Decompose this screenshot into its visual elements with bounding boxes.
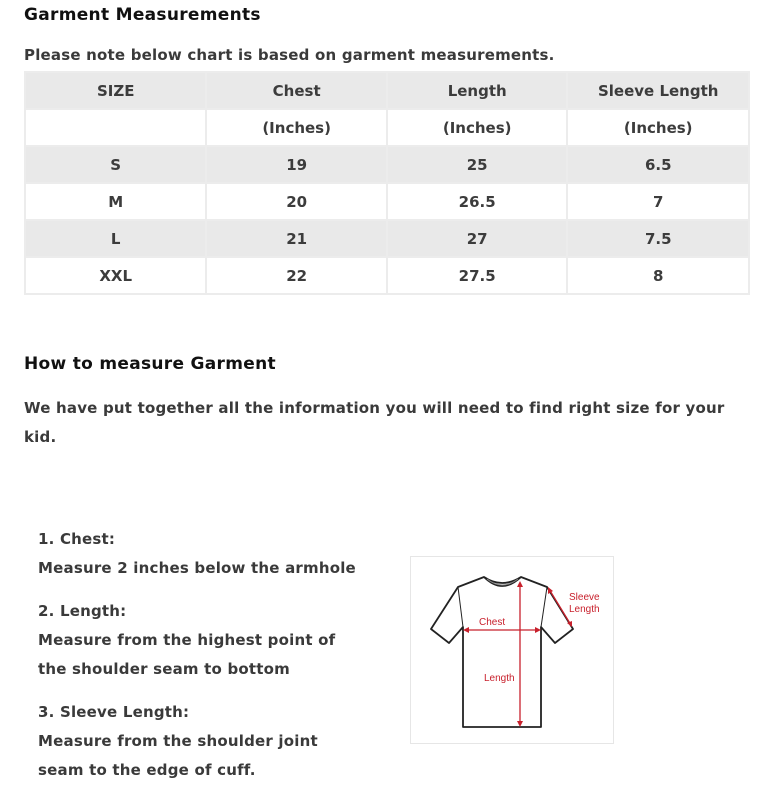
cell-size: L: [25, 220, 206, 257]
sleeve-label-line1: Sleeve: [569, 592, 600, 603]
step-sleeve-length: [38, 698, 398, 785]
table-row: [25, 220, 749, 257]
cell-chest: 20: [206, 183, 387, 220]
cell-length: 27: [387, 220, 568, 257]
cell-chest: 22: [206, 257, 387, 294]
header-size: SIZE: [25, 72, 206, 109]
step-line: the shoulder seam to bottom: [38, 660, 290, 678]
cell-chest: 21: [206, 220, 387, 257]
step-title: 2. Length:: [38, 602, 127, 620]
step-line: Measure from the highest point of: [38, 631, 336, 649]
sleeve-label-line2: Length: [569, 604, 600, 615]
step-line: Measure from the shoulder joint: [38, 732, 318, 750]
step-title: 1. Chest:: [38, 530, 116, 548]
step-length: [38, 597, 398, 684]
table-row: [25, 257, 749, 294]
unit-length: (Inches): [387, 109, 568, 146]
cell-chest: 19: [206, 146, 387, 183]
cell-size: S: [25, 146, 206, 183]
cell-sleeve-length: 6.5: [567, 146, 749, 183]
unit-sleeve-length: (Inches): [567, 109, 749, 146]
cell-sleeve-length: 8: [567, 257, 749, 294]
cell-sleeve-length: 7: [567, 183, 749, 220]
cell-length: 27.5: [387, 257, 568, 294]
table-row: [25, 146, 749, 183]
unit-size: [25, 109, 206, 146]
cell-sleeve-length: 7.5: [567, 220, 749, 257]
cell-size: XXL: [25, 257, 206, 294]
table-header-row: [25, 72, 749, 109]
step-title: 3. Sleeve Length:: [38, 703, 190, 721]
tshirt-measure-diagram: [410, 556, 614, 744]
how-to-heading: How to measure Garment: [24, 354, 276, 374]
step-line: Measure 2 inches below the armhole: [38, 559, 356, 577]
chest-label: Chest: [479, 617, 506, 628]
measurements-heading: Garment Measurements: [24, 5, 261, 25]
cell-length: 26.5: [387, 183, 568, 220]
cell-length: 25: [387, 146, 568, 183]
tshirt-diagram-svg: [411, 557, 615, 745]
header-sleeve-length: Sleeve Length: [567, 72, 749, 109]
unit-chest: (Inches): [206, 109, 387, 146]
size-chart-table: [24, 71, 750, 295]
intro-line: kid.: [24, 428, 57, 446]
table-row: [25, 183, 749, 220]
header-chest: Chest: [206, 72, 387, 109]
how-to-intro: [24, 394, 764, 452]
measure-steps: [38, 525, 398, 789]
table-units-row: [25, 109, 749, 146]
header-length: Length: [387, 72, 568, 109]
step-line: seam to the edge of cuff.: [38, 761, 256, 779]
cell-size: M: [25, 183, 206, 220]
length-label: Length: [484, 673, 515, 684]
step-chest: [38, 525, 398, 583]
measurements-note: Please note below chart is based on garment measurements.: [24, 46, 555, 64]
intro-line: We have put together all the information you will need to find right size for your: [24, 399, 725, 417]
tshirt-outline-icon: [431, 577, 573, 727]
